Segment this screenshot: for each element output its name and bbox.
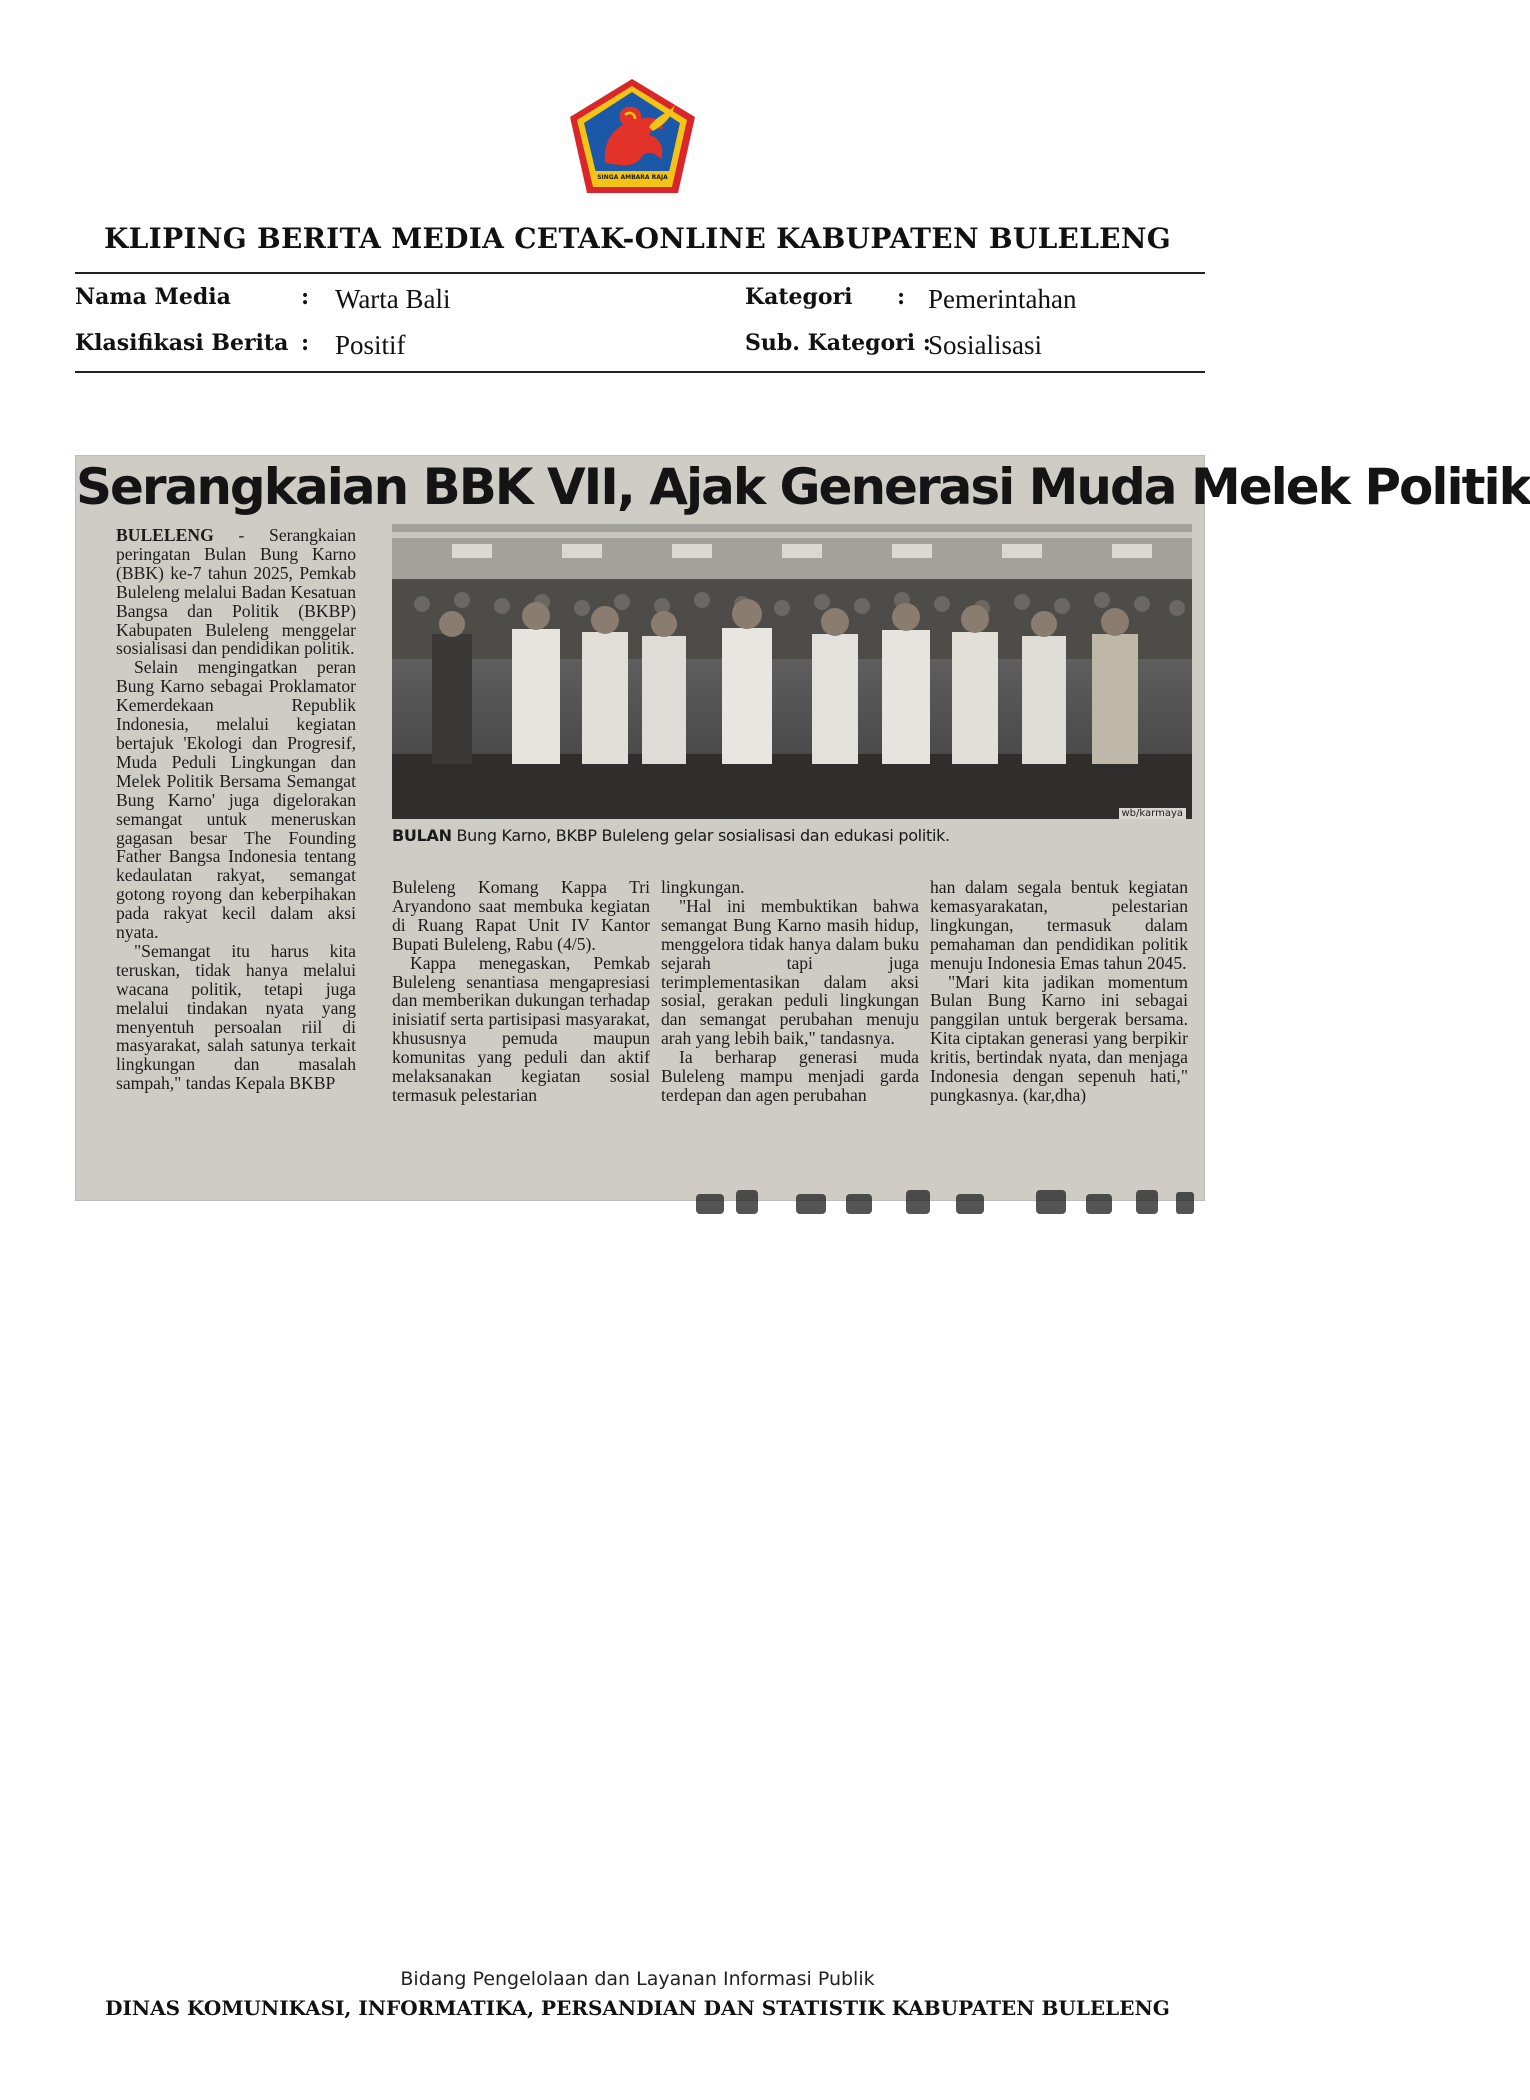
document-title: KLIPING BERITA MEDIA CETAK-ONLINE KABUPATEN BULELENG xyxy=(104,222,1171,255)
nama-media-label: Nama Media xyxy=(75,284,231,310)
article-paragraph: lingkungan. xyxy=(661,877,745,897)
klasifikasi-colon: : xyxy=(301,330,310,356)
article-headline: Serangkaian BBK VII, Ajak Generasi Muda Melek Politik xyxy=(76,458,1530,516)
footer-division: Bidang Pengelolaan dan Layanan Informasi Publik xyxy=(400,1968,875,1990)
footer-agency: DINAS KOMUNIKASI, INFORMATIKA, PERSANDIAN DAN STATISTIK KABUPATEN BULELENG xyxy=(105,1996,1170,2020)
article-paragraph: Buleleng Komang Kappa Tri Aryandono saat membuka kegiatan di Ruang Rapat Unit IV Kantor Bupati Buleleng, Rabu (4/5). xyxy=(392,877,650,954)
nama-media-value: Warta Bali xyxy=(335,284,451,314)
article-column-2 xyxy=(392,878,650,1105)
article-paragraph: han dalam segala bentuk kegiatan kemasyarakatan, pelestarian lingkungan, termasuk dalam pemahaman dan pendidikan politik menuju Indonesia Emas tahun 2045. xyxy=(930,877,1188,973)
photo-illustration xyxy=(392,524,1192,819)
caption-text: Bung Karno, BKBP Buleleng gelar sosialisasi dan edukasi politik. xyxy=(451,826,950,845)
article-paragraph: Kappa menegaskan, Pemkab Buleleng senantiasa mengapresiasi dan memberikan dukungan terhadap inisiatif serta partisipasi masyarakat, khususnya pemuda maupun komunitas yang peduli dan aktif melaksanakan kegiatan sosial termasuk pelestarian xyxy=(392,952,650,1105)
nama-media-colon: : xyxy=(301,284,310,310)
article-paragraph: Ia berharap generasi muda Buleleng mampu menjadi garda terdepan dan agen perubahan xyxy=(661,1047,919,1105)
article-paragraph: "Semangat itu harus kita teruskan, tidak hanya melalui wacana politik, tetapi juga melalui tindakan nyata yang menyentuh persoalan riil di masyarakat, salah satunya terkait lingkungan dan masalah sampah," tandas Kepala BKBP xyxy=(116,940,356,1094)
article-paragraph: "Hal ini membuktikan bahwa semangat Bung Karno masih hidup, menggelora tidak hanya dalam buku sejarah tapi juga terimplementasikan dalam aksi sosial, gerakan peduli lingkungan dan semangat perubahan menuju arah yang lebih baik," tandasnya. xyxy=(661,895,919,1049)
article-column-1 xyxy=(116,526,356,1093)
article-column-3 xyxy=(661,878,919,1105)
photo-credit: wb/karmaya xyxy=(1119,808,1187,819)
buleleng-regency-crest-icon xyxy=(565,75,700,200)
article-column-4 xyxy=(930,878,1188,1105)
article-paragraph: "Mari kita jadikan momentum Bulan Bung Karno ini sebagai panggilan untuk bergerak bersama. Kita ciptakan generasi yang berpikir kritis, bertindak nyata, dan menjaga Indonesia dengan sepenuh hati," pungkasnya. (kar,dha) xyxy=(930,971,1188,1105)
kategori-colon: : xyxy=(897,284,906,310)
caption-lead: BULAN xyxy=(392,826,452,845)
event-photo xyxy=(392,524,1192,819)
newspaper-clipping xyxy=(75,455,1530,1201)
meta-row-klasifikasi xyxy=(75,326,1205,360)
crest-motto: SINGA AMBARA RAJA xyxy=(597,174,668,181)
sub-kategori-label: Sub. Kategori : xyxy=(745,330,931,356)
klasifikasi-value: Positif xyxy=(335,330,406,360)
klasifikasi-label: Klasifikasi Berita xyxy=(75,330,289,356)
next-article-fragment xyxy=(76,1184,1206,1214)
photo-caption xyxy=(392,826,1192,845)
meta-row-media xyxy=(75,280,1205,314)
kategori-value: Pemerintahan xyxy=(928,284,1077,314)
article-paragraph: BULELENG - Serangkaian peringatan Bulan Bung Karno (BBK) ke-7 tahun 2025, Pemkab Buleleng melalui Badan Kesatuan Bangsa dan Politik (BKBP) Kabupaten Buleleng menggelar sosialisasi dan pendidikan politik. xyxy=(116,525,356,659)
buleleng-crest-logo xyxy=(565,75,700,200)
sub-kategori-value: Sosialisasi xyxy=(928,330,1043,360)
kategori-label: Kategori xyxy=(745,284,853,310)
header-rule-bottom xyxy=(75,371,1205,373)
header-rule-top xyxy=(75,272,1205,274)
article-dateline: BULELENG xyxy=(116,525,214,545)
article-paragraph: Selain mengingatkan peran Bung Karno sebagai Proklamator Kemerdekaan Republik Indonesia, melalui kegiatan bertajuk 'Ekologi dan Progresif, Muda Peduli Lingkungan dan Melek Politik Bersama Semangat Bung Karno' juga digelorakan semangat untuk meneruskan gagasan besar The Founding Father Bangsa Indonesia tentang kedaulatan rakyat, semangat gotong royong dan keberpihakan pada rakyat kecil dalam aksi nyata. xyxy=(116,657,356,943)
